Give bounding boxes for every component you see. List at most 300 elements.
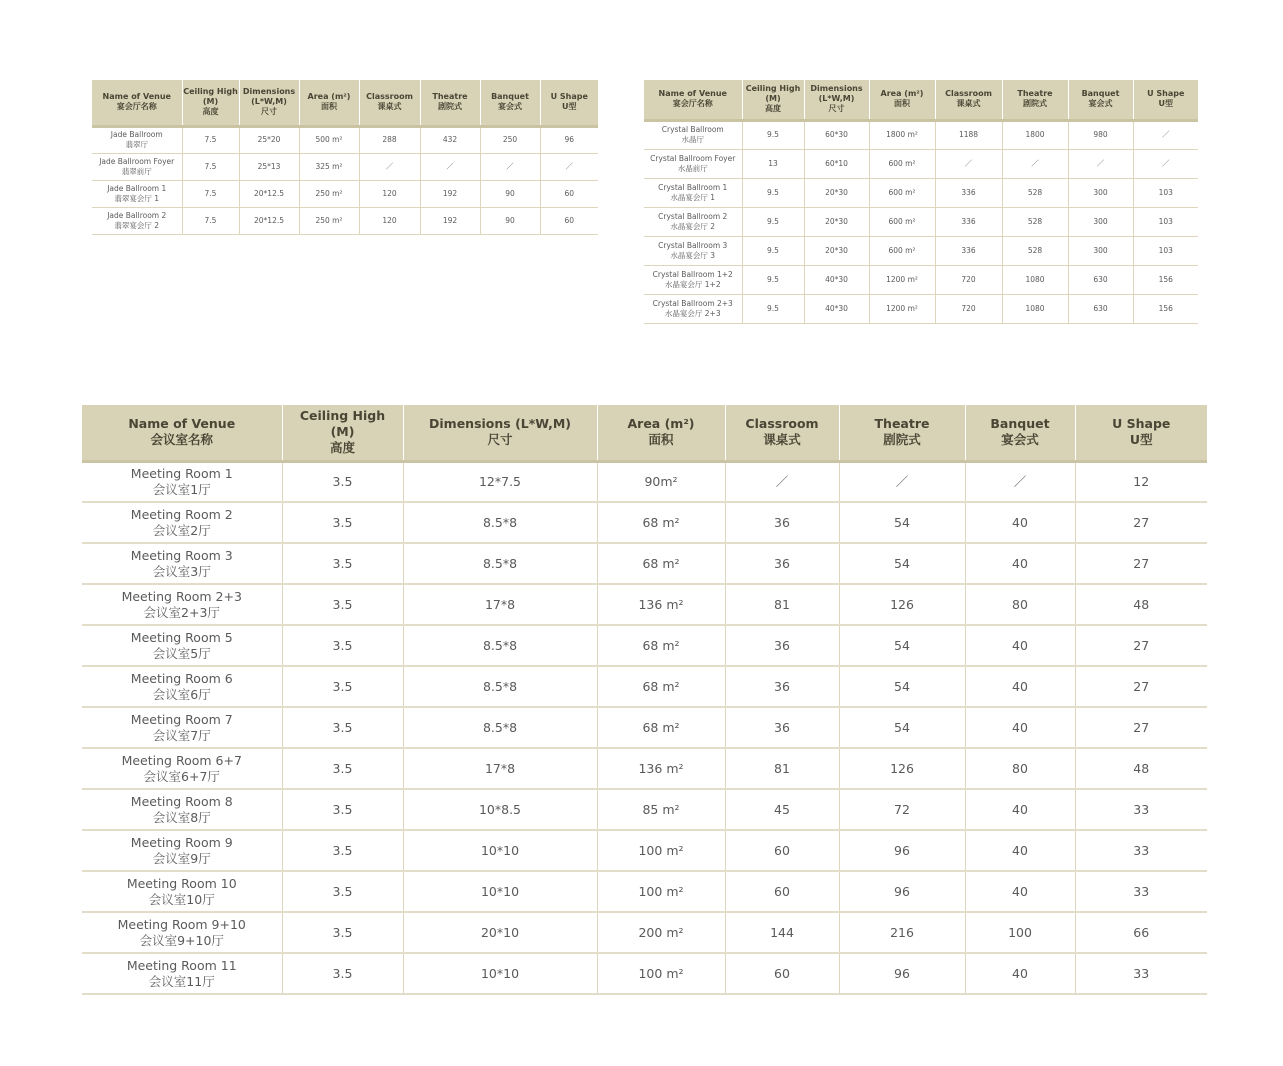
table-cell: 20*12.5 [239, 207, 299, 234]
table-cell: 20*30 [804, 207, 869, 236]
venue-name-line: Meeting Room 10 [126, 875, 237, 891]
table-cell: 96 [839, 871, 965, 912]
column-header [182, 80, 239, 126]
venue-name-cell [82, 953, 282, 994]
table-cell: 17*8 [403, 748, 597, 789]
table-row [82, 543, 1207, 584]
table-cell: 325 m² [299, 153, 359, 180]
column-header [742, 80, 804, 120]
venue-name-line: 水晶宴会厅 1 [670, 192, 716, 202]
venue-name-line: Meeting Room 6 [130, 670, 233, 686]
venue-name-line: Jade Ballroom Foyer [99, 156, 175, 166]
table-cell: 7.5 [182, 153, 239, 180]
table-cell: ／ [540, 153, 598, 180]
table-cell: 13 [742, 149, 804, 178]
table-cell: 81 [725, 584, 839, 625]
table-cell: 103 [1133, 236, 1198, 265]
venue-name-cell [82, 748, 282, 789]
table-cell: 192 [420, 180, 480, 207]
table-cell: 250 m² [299, 180, 359, 207]
table-cell: 33 [1075, 789, 1207, 830]
table-cell: 10*10 [403, 871, 597, 912]
venue-name-cell [82, 789, 282, 830]
venue-name-line: Crystal Ballroom 1+2 [652, 269, 733, 279]
table-cell: 1188 [935, 120, 1002, 149]
table-cell: 630 [1068, 294, 1133, 323]
column-header [597, 405, 725, 461]
column-header-line: 面积 [648, 432, 674, 448]
table-cell: 600 m² [869, 207, 935, 236]
table-cell: 3.5 [282, 912, 403, 953]
table-cell: 20*30 [804, 236, 869, 265]
column-header [480, 80, 540, 126]
venue-name-line: 会议室11厅 [148, 973, 215, 989]
venue-name-cell [644, 178, 742, 207]
table-cell: 36 [725, 543, 839, 584]
column-header-line: 课桌式 [377, 102, 402, 112]
table-cell: 68 m² [597, 543, 725, 584]
table-row [644, 236, 1198, 265]
column-header-line: Ceiling High [183, 87, 238, 97]
table-cell: 54 [839, 707, 965, 748]
table-cell: 600 m² [869, 149, 935, 178]
table-cell: 40*30 [804, 294, 869, 323]
table-cell: 156 [1133, 294, 1198, 323]
venue-name-cell [82, 461, 282, 502]
table-cell: 3.5 [282, 707, 403, 748]
table-cell: 200 m² [597, 912, 725, 953]
table-cell: 12*7.5 [403, 461, 597, 502]
table-row [92, 180, 598, 207]
table-cell: 3.5 [282, 953, 403, 994]
table-cell: 27 [1075, 543, 1207, 584]
venue-name-line: Crystal Ballroom 3 [658, 240, 728, 250]
table-cell: 156 [1133, 265, 1198, 294]
column-header-line: 尺寸 [487, 432, 513, 448]
table-cell: 90 [480, 207, 540, 234]
column-header-line: Classroom [745, 416, 819, 432]
table-cell: 54 [839, 666, 965, 707]
column-header-line: U型 [562, 102, 577, 112]
column-header [1075, 405, 1207, 461]
venue-name-line: Crystal Ballroom [661, 125, 724, 134]
table-cell: 60 [725, 830, 839, 871]
column-header-line: U型 [1129, 432, 1153, 448]
table-cell: 192 [420, 207, 480, 234]
venue-name-line: 水晶宴会厅 2+3 [664, 308, 721, 318]
column-header-line: U型 [1158, 99, 1173, 109]
table-cell: 126 [839, 748, 965, 789]
table-cell: 432 [420, 126, 480, 153]
table-cell: ／ [725, 461, 839, 502]
venue-name-line: 水晶厅 [681, 135, 704, 144]
table-cell: 9.5 [742, 178, 804, 207]
venue-name-line: 会议室2厅 [152, 522, 211, 538]
table-cell: 60 [725, 953, 839, 994]
table-cell: 68 m² [597, 502, 725, 543]
venue-name-line: 会议室7厅 [152, 727, 211, 743]
venue-name-line: 会议室9+10厅 [139, 932, 224, 948]
venue-name-cell [82, 584, 282, 625]
table-cell: 85 m² [597, 789, 725, 830]
column-header [1133, 80, 1198, 120]
table-cell: ／ [420, 153, 480, 180]
column-header-line: 宴会式 [1088, 99, 1113, 109]
venue-name-line: Meeting Room 6+7 [121, 752, 242, 768]
table-cell: 72 [839, 789, 965, 830]
venue-name-line: Meeting Room 9 [130, 834, 233, 850]
venue-name-line: 会议室6+7厅 [143, 768, 220, 784]
column-header-line: Dimensions (L*W,M) [429, 416, 571, 432]
table-cell: 27 [1075, 625, 1207, 666]
table-cell: 136 m² [597, 748, 725, 789]
venue-name-cell [82, 502, 282, 543]
table-row [82, 666, 1207, 707]
table-cell: 1200 m² [869, 265, 935, 294]
column-header-line: Name of Venue [102, 92, 171, 102]
table-row [82, 502, 1207, 543]
column-header-line: U Shape [550, 92, 588, 102]
table-cell: ／ [935, 149, 1002, 178]
column-header [299, 80, 359, 126]
venue-name-cell [644, 149, 742, 178]
table-cell: ／ [1133, 149, 1198, 178]
column-header-line: Theatre [432, 92, 468, 102]
table-cell: 8.5*8 [403, 502, 597, 543]
column-header-line: Theatre [874, 416, 930, 432]
table-cell: 81 [725, 748, 839, 789]
venue-name-line: 翡翠厅 [125, 140, 148, 149]
column-header-line: Classroom [366, 92, 413, 102]
table-row [92, 207, 598, 234]
table-cell: 36 [725, 707, 839, 748]
venue-name-line: Meeting Room 9+10 [117, 916, 246, 932]
venue-name-line: 会议室2+3厅 [143, 604, 220, 620]
table-row [82, 748, 1207, 789]
table-row [82, 871, 1207, 912]
venue-name-line: Crystal Ballroom 2 [658, 211, 728, 221]
table-cell: ／ [359, 153, 420, 180]
column-header-line: 面积 [321, 102, 337, 112]
column-header-line: Name of Venue [658, 89, 727, 99]
table-cell: 20*30 [804, 178, 869, 207]
venue-name-cell [92, 207, 182, 234]
column-header [403, 405, 597, 461]
table-cell: 33 [1075, 871, 1207, 912]
column-header-line: 会议室名称 [150, 432, 213, 448]
venue-name-line: Crystal Ballroom 2+3 [652, 298, 733, 308]
column-header-line: 宴会厅名称 [116, 102, 157, 112]
table-cell: 8.5*8 [403, 543, 597, 584]
jade-ballroom-table [92, 80, 598, 235]
venue-name-line: 翡翠宴会厅 1 [114, 193, 160, 203]
column-header-line: 高度 [765, 104, 781, 114]
table-cell: 126 [839, 584, 965, 625]
table-cell: 40*30 [804, 265, 869, 294]
table-cell: 8.5*8 [403, 625, 597, 666]
column-header [92, 80, 182, 126]
column-header [1068, 80, 1133, 120]
crystal-ballroom-table [644, 80, 1198, 324]
venue-name-line: Meeting Room 8 [130, 793, 233, 809]
venue-name-line: Jade Ballroom [110, 130, 163, 139]
column-header-line: Area (m²) [627, 416, 695, 432]
table-cell: 90m² [597, 461, 725, 502]
table-cell: 96 [839, 953, 965, 994]
column-header [359, 80, 420, 126]
header-row [82, 405, 1207, 461]
table-cell: 600 m² [869, 236, 935, 265]
column-header [82, 405, 282, 461]
column-header [644, 80, 742, 120]
table-cell: 33 [1075, 830, 1207, 871]
table-cell: 630 [1068, 265, 1133, 294]
table-cell: 528 [1002, 178, 1068, 207]
column-header-line: (M) [765, 94, 781, 104]
table-cell: 54 [839, 625, 965, 666]
table-cell: 48 [1075, 584, 1207, 625]
table-cell: 17*8 [403, 584, 597, 625]
table-cell: 3.5 [282, 625, 403, 666]
table-cell: 100 m² [597, 953, 725, 994]
table-cell: 720 [935, 294, 1002, 323]
column-header-line: 面积 [894, 99, 910, 109]
table-cell: 68 m² [597, 666, 725, 707]
venue-name-line: 会议室8厅 [152, 809, 211, 825]
table-cell: 96 [540, 126, 598, 153]
table-cell: 7.5 [182, 126, 239, 153]
column-header-line: (M) [202, 97, 219, 107]
venue-name-cell [82, 543, 282, 584]
column-header-line: 宴会式 [498, 102, 522, 112]
venue-name-line: 水晶宴会厅 3 [670, 250, 716, 260]
column-header-line: (M) [330, 424, 355, 440]
venue-name-line: Crystal Ballroom 1 [658, 182, 728, 192]
venue-name-cell [82, 830, 282, 871]
table-cell: ／ [839, 461, 965, 502]
table-cell: 100 m² [597, 871, 725, 912]
venue-name-cell [644, 265, 742, 294]
table-cell: 100 m² [597, 830, 725, 871]
table-cell: 1080 [1002, 265, 1068, 294]
table-cell: 216 [839, 912, 965, 953]
table-cell: ／ [1068, 149, 1133, 178]
table-row [92, 126, 598, 153]
table-cell: 980 [1068, 120, 1133, 149]
table-cell: 300 [1068, 236, 1133, 265]
table-cell: 40 [965, 830, 1075, 871]
venue-name-line: Meeting Room 7 [130, 711, 233, 727]
venue-name-cell [644, 236, 742, 265]
table-cell: 40 [965, 625, 1075, 666]
table-cell: 90 [480, 180, 540, 207]
table-cell: 40 [965, 707, 1075, 748]
venue-name-line: 翡翠宴会厅 2 [114, 220, 160, 230]
venue-name-cell [82, 707, 282, 748]
column-header-line: 尺寸 [828, 104, 845, 114]
table-cell: 60*10 [804, 149, 869, 178]
venue-name-line: 翡翠前厅 [121, 166, 152, 176]
table-cell: 36 [725, 625, 839, 666]
venue-name-line: Meeting Room 2+3 [121, 588, 242, 604]
table-cell: 528 [1002, 236, 1068, 265]
column-header-line: Banquet [491, 92, 529, 102]
table-cell: 136 m² [597, 584, 725, 625]
table-cell: ／ [1133, 120, 1198, 149]
venue-name-line: 水晶前厅 [677, 163, 708, 173]
venue-name-line: Meeting Room 2 [130, 506, 233, 522]
table-cell: 7.5 [182, 207, 239, 234]
table-cell: 9.5 [742, 265, 804, 294]
table-cell: 54 [839, 543, 965, 584]
column-header-line: Dimensions [810, 84, 863, 94]
table-cell: 25*20 [239, 126, 299, 153]
column-header [540, 80, 598, 126]
table-cell: 96 [839, 830, 965, 871]
table-cell: 40 [965, 789, 1075, 830]
table-cell: 27 [1075, 707, 1207, 748]
table-cell: 3.5 [282, 830, 403, 871]
table-row [644, 120, 1198, 149]
table-cell: 40 [965, 953, 1075, 994]
venue-name-line: 会议室9厅 [152, 850, 211, 866]
venue-name-line: 会议室6厅 [152, 686, 211, 702]
table-cell: 7.5 [182, 180, 239, 207]
table-cell: 60 [540, 207, 598, 234]
column-header-line: Banquet [990, 416, 1050, 432]
column-header-line: (L*W,M) [818, 94, 855, 104]
venue-name-line: 水晶宴会厅 1+2 [664, 279, 721, 289]
column-header-line: 剧院式 [438, 102, 462, 112]
column-header-line: U Shape [1147, 89, 1185, 99]
venue-name-line: 会议室10厅 [148, 891, 215, 907]
table-cell: 60 [540, 180, 598, 207]
table-cell: 336 [935, 178, 1002, 207]
table-cell: 36 [725, 502, 839, 543]
table-row [82, 789, 1207, 830]
table-row [82, 953, 1207, 994]
table-cell: ／ [965, 461, 1075, 502]
table-cell: 336 [935, 207, 1002, 236]
column-header [839, 405, 965, 461]
table-cell: 40 [965, 871, 1075, 912]
table-cell: 100 [965, 912, 1075, 953]
table-cell: 250 [480, 126, 540, 153]
venue-name-line: Meeting Room 11 [126, 957, 237, 973]
table-cell: 9.5 [742, 236, 804, 265]
table-cell: 54 [839, 502, 965, 543]
column-header-line: (L*W,M) [251, 97, 287, 107]
column-header-line: 高度 [202, 107, 219, 117]
venue-name-line: 会议室1厅 [152, 481, 211, 497]
table-cell: 3.5 [282, 789, 403, 830]
column-header-line: 宴会式 [1001, 432, 1039, 448]
column-header [420, 80, 480, 126]
venue-name-line: Meeting Room 3 [130, 547, 233, 563]
venue-name-cell [92, 180, 182, 207]
table-cell: ／ [1002, 149, 1068, 178]
table-cell: 25*13 [239, 153, 299, 180]
venue-name-line: Meeting Room 5 [130, 629, 233, 645]
table-row [82, 461, 1207, 502]
table-cell: 48 [1075, 748, 1207, 789]
column-header-line: 剧院式 [1023, 99, 1047, 109]
table-cell: 27 [1075, 666, 1207, 707]
column-header-line: 高度 [329, 440, 355, 456]
column-header [1002, 80, 1068, 120]
table-cell: 120 [359, 180, 420, 207]
column-header [935, 80, 1002, 120]
table-cell: ／ [480, 153, 540, 180]
column-header [725, 405, 839, 461]
column-header [804, 80, 869, 120]
table-cell: 10*8.5 [403, 789, 597, 830]
table-cell: 80 [965, 748, 1075, 789]
column-header-line: Ceiling High [745, 84, 801, 94]
table-cell: 12 [1075, 461, 1207, 502]
table-cell: 80 [965, 584, 1075, 625]
table-cell: 3.5 [282, 666, 403, 707]
table-row [644, 265, 1198, 294]
column-header-line: 剧院式 [883, 432, 921, 448]
header-row [644, 80, 1198, 120]
column-header-line: Area (m²) [307, 92, 351, 102]
table-cell: 20*10 [403, 912, 597, 953]
column-header [239, 80, 299, 126]
table-cell: 10*10 [403, 830, 597, 871]
column-header-line: 尺寸 [261, 107, 277, 117]
venue-name-line: 会议室5厅 [152, 645, 211, 661]
table-row [644, 178, 1198, 207]
column-header-line: Ceiling High [299, 408, 386, 424]
table-row [644, 149, 1198, 178]
table-cell: 103 [1133, 178, 1198, 207]
table-cell: 250 m² [299, 207, 359, 234]
table-row [82, 584, 1207, 625]
table-cell: 40 [965, 666, 1075, 707]
venue-name-cell [644, 294, 742, 323]
table-cell: 600 m² [869, 178, 935, 207]
table-cell: 9.5 [742, 294, 804, 323]
venue-name-cell [82, 625, 282, 666]
table-row [92, 153, 598, 180]
table-cell: 336 [935, 236, 1002, 265]
table-row [644, 207, 1198, 236]
table-cell: 1800 m² [869, 120, 935, 149]
table-cell: 20*12.5 [239, 180, 299, 207]
table-cell: 300 [1068, 178, 1133, 207]
table-cell: 1800 [1002, 120, 1068, 149]
table-cell: 1200 m² [869, 294, 935, 323]
table-cell: 33 [1075, 953, 1207, 994]
column-header-line: Name of Venue [128, 416, 236, 432]
venue-name-cell [644, 207, 742, 236]
column-header-line: Theatre [1017, 89, 1053, 99]
column-header [869, 80, 935, 120]
venue-name-line: 水晶宴会厅 2 [670, 221, 716, 231]
column-header [965, 405, 1075, 461]
venue-name-line: Jade Ballroom 2 [107, 210, 167, 220]
column-header-line: 课桌式 [956, 99, 981, 109]
table-cell: 9.5 [742, 207, 804, 236]
table-cell: 60 [725, 871, 839, 912]
table-cell: 288 [359, 126, 420, 153]
table-cell: 720 [935, 265, 1002, 294]
table-cell: 10*10 [403, 953, 597, 994]
table-cell: 40 [965, 543, 1075, 584]
table-cell: 45 [725, 789, 839, 830]
table-cell: 300 [1068, 207, 1133, 236]
